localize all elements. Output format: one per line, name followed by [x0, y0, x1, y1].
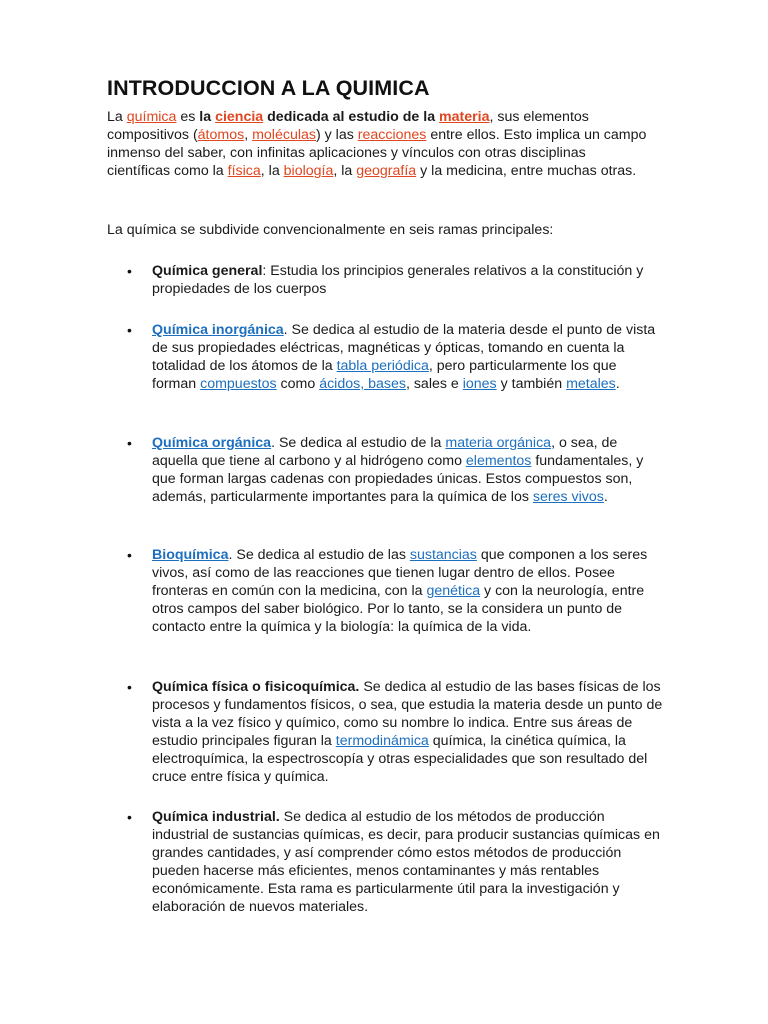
link-ciencia[interactable]: ciencia	[215, 109, 264, 125]
list-item-bioquimica	[152, 546, 664, 636]
link-reacciones[interactable]: reacciones	[357, 127, 427, 143]
intro-text: ) y las	[315, 127, 358, 143]
intro-text: entre ellos. Esto implica un campo inmenso del saber, con infinitas aplicaciones y vínculos con otras disciplinas científicas como la	[107, 127, 647, 179]
item-text: y con la neurología, entre otros campos del saber biológico. Por lo tanto, se la considera un punto de contacto entre la química y la biología: la química de la vida.	[152, 583, 645, 635]
link-tabla-periodica[interactable]: tabla periódica	[336, 358, 429, 374]
link-atomos[interactable]: átomos	[197, 127, 245, 143]
item-text: como	[276, 376, 320, 392]
link-quimica[interactable]: química	[126, 109, 177, 125]
item-title: Química física o fisicoquímica.	[152, 679, 360, 695]
link-quimica-organica[interactable]: Química orgánica	[152, 435, 272, 451]
link-metales[interactable]: metales	[566, 376, 616, 392]
item-text: .	[615, 376, 620, 392]
intro-text: , sus elementos compositivos (	[107, 109, 589, 143]
item-text: , sales e	[405, 376, 463, 392]
intro-text: ,	[244, 127, 253, 143]
intro-text: , la	[260, 163, 284, 179]
page-title: INTRODUCCION A LA QUIMICA	[107, 76, 430, 100]
link-termodinamica[interactable]: termodinámica	[335, 733, 429, 749]
link-materia[interactable]: materia	[439, 109, 490, 125]
item-text: : Estudia los principios generales relativos a la constitución y propiedades de los cuerpos	[152, 263, 644, 297]
link-iones[interactable]: iones	[462, 376, 497, 392]
item-text: fundamentales, y que forman largas cadenas con propiedades únicas. Estos compuestos son, además, particularmente importantes para la química de los	[152, 453, 644, 505]
link-materia-organica[interactable]: materia orgánica	[445, 435, 552, 451]
intro-bold-text: dedicada al estudio de la	[263, 109, 440, 125]
link-geografia[interactable]: geografía	[356, 163, 417, 179]
link-compuestos[interactable]: compuestos	[200, 376, 277, 392]
item-text: Se dedica al estudio de las bases físicas de los procesos y fundamentos físicos, o sea, que estudia la materia desde un punto de vista a la vez físico y químico, como su nombre lo indica. Entre sus áreas de estudio principales figuran la	[152, 679, 663, 749]
intro-paragraph	[107, 108, 647, 180]
list-item-quimica-organica	[152, 434, 664, 506]
intro-text: y la medicina, entre muchas otras.	[416, 163, 637, 179]
item-title: Química industrial.	[152, 809, 280, 825]
item-title: Química general	[152, 263, 263, 279]
item-text: . Se dedica al estudio de la	[271, 435, 446, 451]
link-moleculas[interactable]: moléculas	[252, 127, 316, 143]
link-acidos-bases[interactable]: ácidos, bases	[319, 376, 406, 392]
item-text: , o sea, de aquella que tiene al carbono y al hidrógeno como	[152, 435, 618, 469]
link-biologia[interactable]: biología	[283, 163, 334, 179]
link-seres-vivos[interactable]: seres vivos	[532, 489, 604, 505]
item-text: química, la cinética química, la electroquímica, la espectroscopía y otras especialidades que son resultado del cruce entre física y química.	[152, 733, 648, 785]
item-text: . Se dedica al estudio de la materia desde el punto de vista de sus propiedades eléctricas, magnéticas y ópticas, tomando en cuenta la totalidad de los átomos de la	[152, 322, 656, 374]
item-text: , pero particularmente los que forman	[152, 358, 617, 392]
list-item-quimica-industrial	[152, 808, 664, 916]
list-item-quimica-general	[152, 262, 664, 298]
list-item-quimica-inorganica	[152, 321, 664, 393]
item-text: Se dedica al estudio de los métodos de producción industrial de sustancias químicas, es decir, para producir sustancias químicas en grandes cantidades, y así comprender cómo estos métodos de producción pueden hacerse más eficientes, menos contaminantes y más rentables económicamente. Esta rama es particularmente útil para la investigación y elaboración de nuevos materiales.	[152, 809, 660, 915]
subdivide-paragraph: La química se subdivide convencionalmente en seis ramas principales:	[107, 222, 554, 238]
item-text: y también	[496, 376, 567, 392]
intro-bold-text: la	[199, 109, 216, 125]
intro-text: es	[176, 109, 200, 125]
intro-text: La	[107, 109, 127, 125]
link-genetica[interactable]: genética	[426, 583, 481, 599]
item-text: .	[603, 489, 608, 505]
item-text: que componen a los seres vivos, así como de las reacciones que tienen lugar dentro de ellos. Posee fronteras en común con la medicina, con la	[152, 547, 648, 599]
link-quimica-inorganica[interactable]: Química inorgánica	[152, 322, 284, 338]
link-bioquimica[interactable]: Bioquímica	[152, 547, 229, 563]
intro-text: , la	[333, 163, 357, 179]
link-elementos[interactable]: elementos	[465, 453, 532, 469]
list-item-quimica-fisica	[152, 678, 664, 786]
link-fisica[interactable]: física	[227, 163, 261, 179]
link-sustancias[interactable]: sustancias	[409, 547, 477, 563]
item-text: . Se dedica al estudio de las	[228, 547, 410, 563]
